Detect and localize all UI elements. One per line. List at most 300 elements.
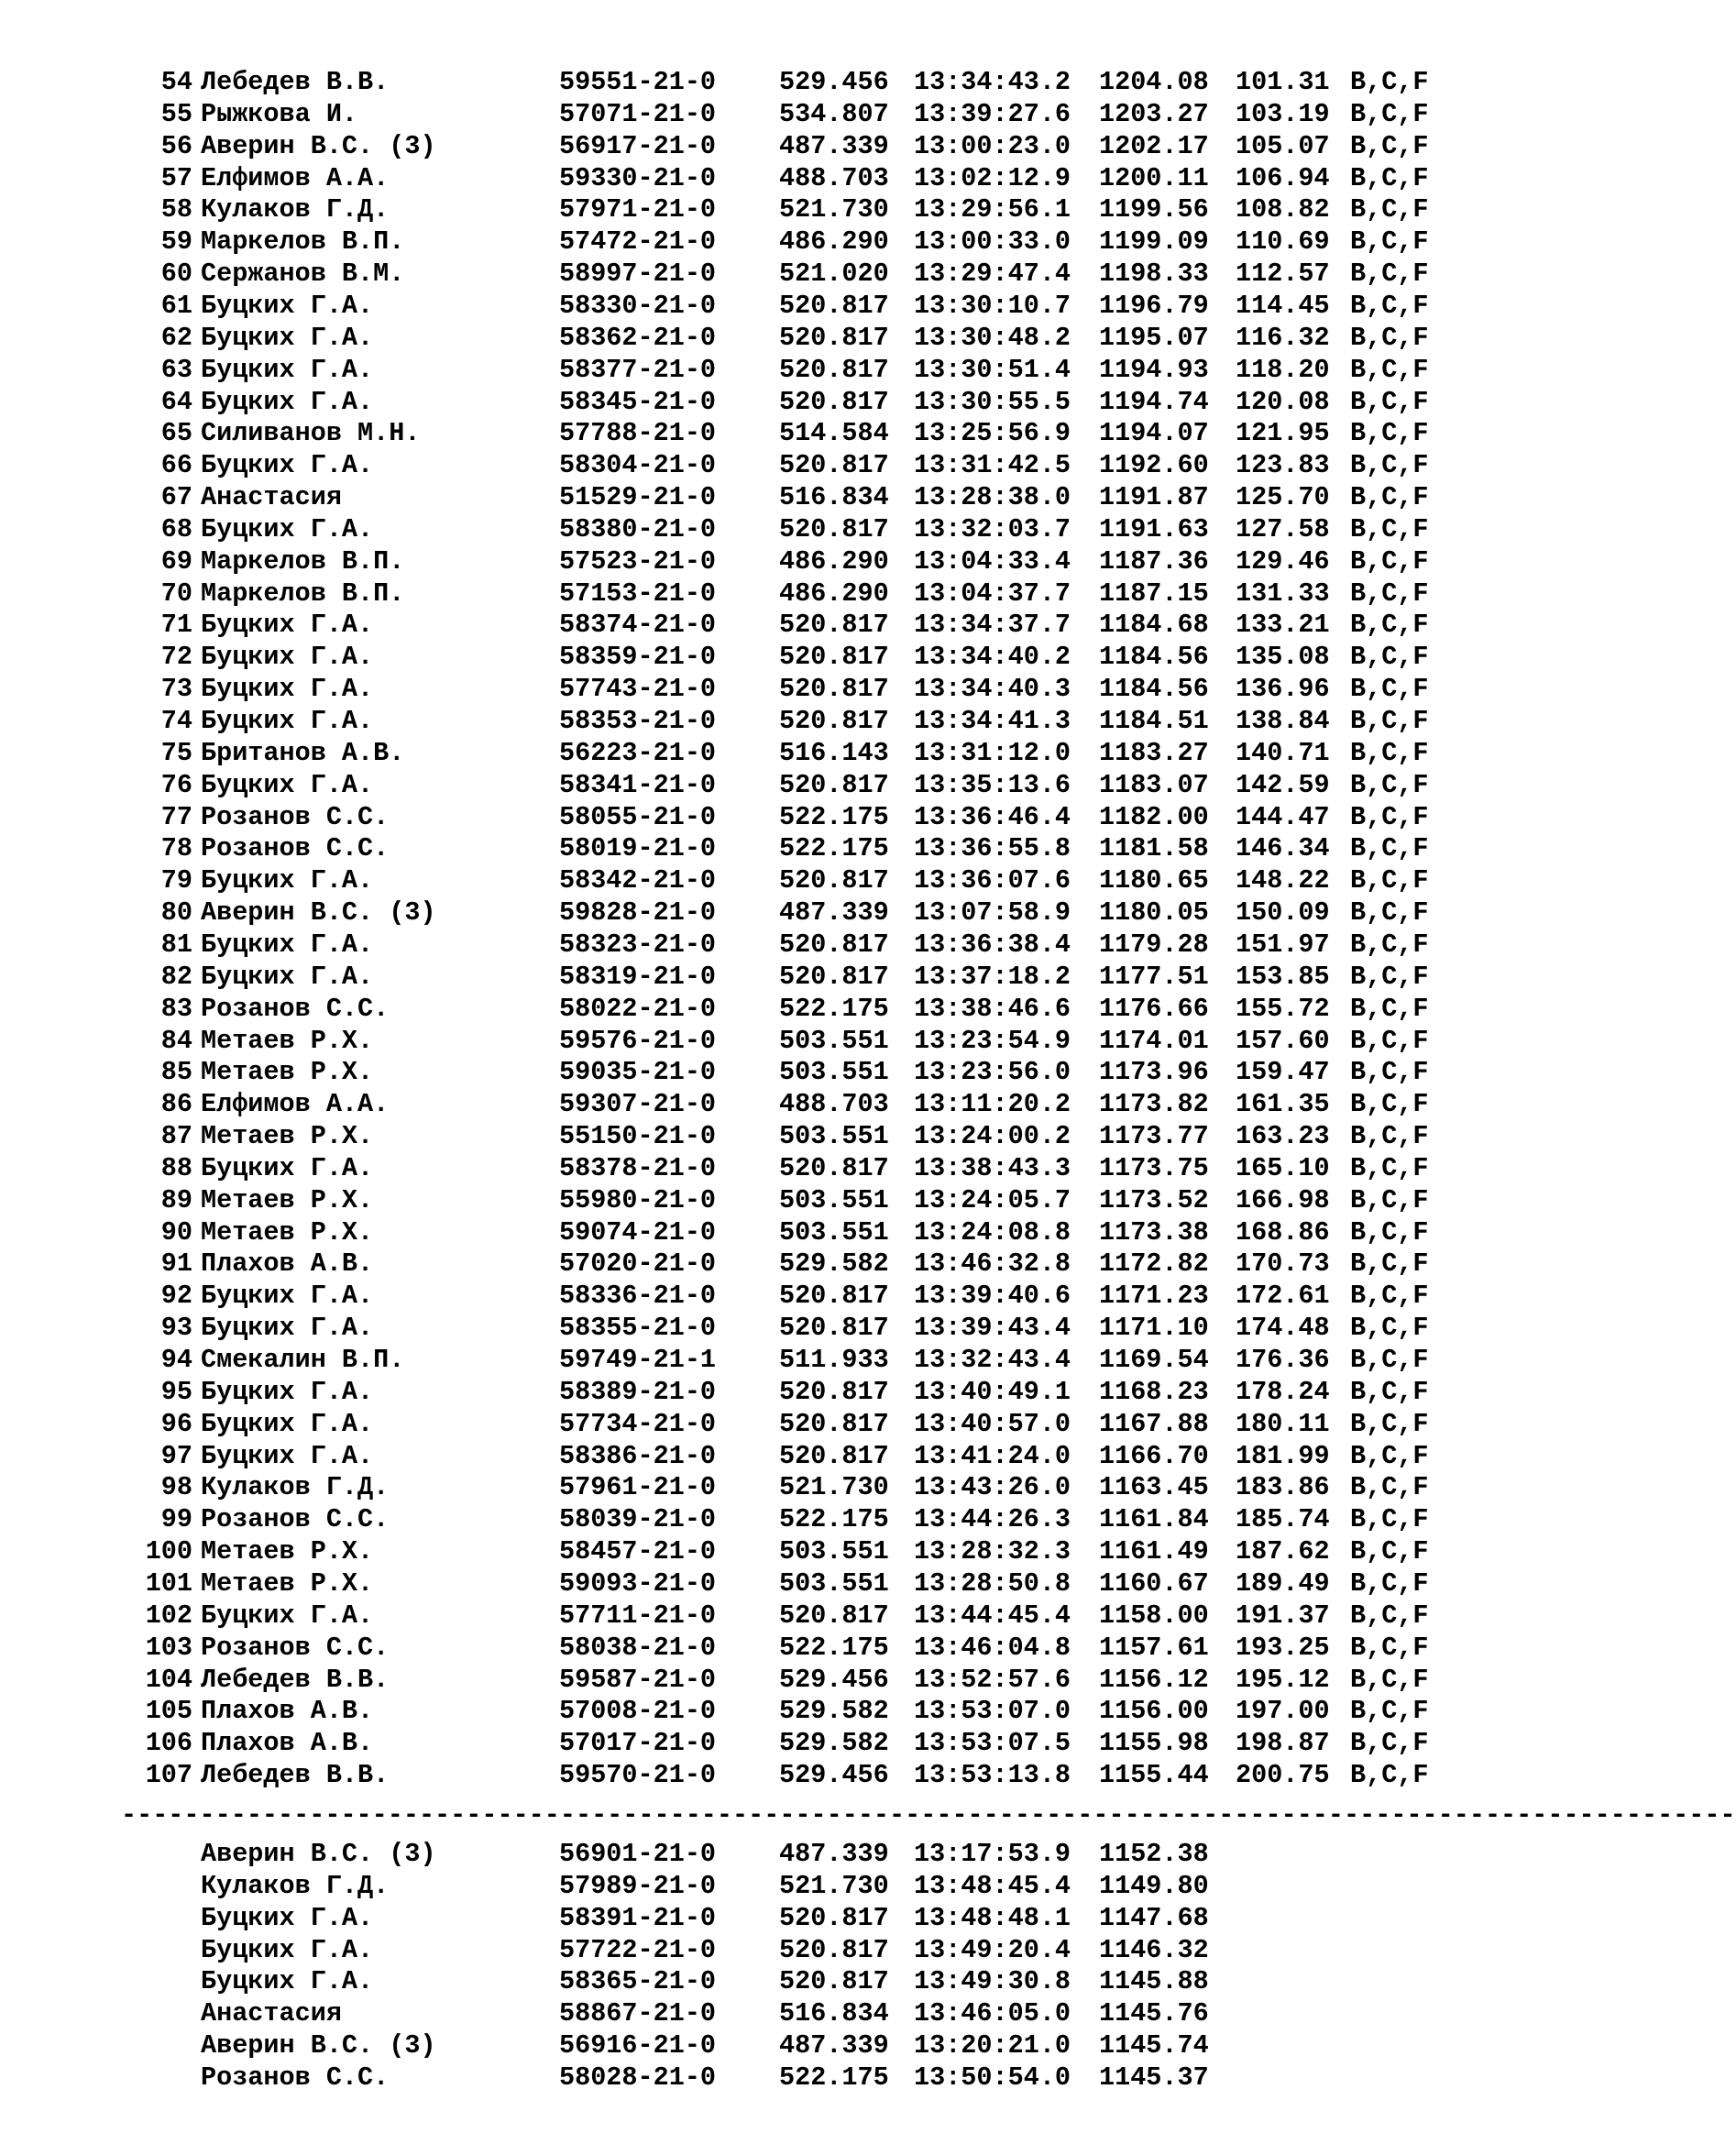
row-coefficient: 159.47 — [1236, 1057, 1330, 1088]
row-distance: 529.456 — [779, 1664, 889, 1695]
row-arrival-time: 13:28:38.0 — [914, 482, 1071, 513]
row-fancier-name: Розанов С.С. — [201, 801, 390, 832]
row-arrival-time: 13:34:40.3 — [914, 674, 1071, 705]
ranked-row — [0, 387, 1516, 419]
row-ring-number: 59587-21-0 — [559, 1664, 717, 1695]
row-ring-number: 58345-21-0 — [559, 386, 717, 417]
row-place: 61 — [160, 290, 192, 321]
row-speed: 1191.63 — [1099, 513, 1209, 544]
row-ring-number: 55980-21-0 — [559, 1184, 717, 1215]
row-coefficient: 114.45 — [1236, 290, 1330, 321]
row-fancier-name: Плахов А.В. — [201, 1248, 374, 1280]
row-distance: 511.933 — [779, 1345, 889, 1375]
row-fancier-name: Британов А.В. — [201, 737, 405, 768]
row-speed: 1173.77 — [1099, 1121, 1209, 1152]
row-place: 100 — [145, 1536, 192, 1567]
row-fancier-name: Буцких Г.А. — [201, 1152, 374, 1183]
row-ring-number: 58359-21-0 — [559, 642, 717, 673]
row-arrival-time: 13:04:37.7 — [914, 577, 1071, 609]
ranked-row — [0, 929, 1516, 962]
row-place: 95 — [160, 1376, 192, 1407]
row-distance: 520.817 — [779, 1376, 889, 1407]
ranked-row — [0, 833, 1516, 865]
ranked-row — [0, 1760, 1516, 1792]
row-fancier-name: Лебедев В.В. — [201, 1664, 390, 1695]
row-distance: 520.817 — [779, 769, 889, 800]
row-ring-number: 58353-21-0 — [559, 706, 717, 736]
row-distance: 487.339 — [779, 897, 889, 929]
row-categories: B,C,F — [1350, 1248, 1429, 1280]
row-arrival-time: 13:48:45.4 — [914, 1870, 1071, 1901]
row-arrival-time: 13:53:07.0 — [914, 1696, 1071, 1727]
row-distance: 521.730 — [779, 1472, 889, 1503]
row-categories: B,C,F — [1350, 1089, 1429, 1120]
row-fancier-name: Анастасия — [201, 1998, 342, 2029]
ranked-row — [0, 1057, 1516, 1089]
row-distance: 529.582 — [779, 1696, 889, 1727]
row-ring-number: 58391-21-0 — [559, 1902, 717, 1933]
row-arrival-time: 13:30:48.2 — [914, 322, 1071, 353]
row-arrival-time: 13:35:13.6 — [914, 769, 1071, 800]
row-categories: B,C,F — [1350, 1152, 1429, 1183]
row-speed: 1199.09 — [1099, 226, 1209, 258]
row-coefficient: 193.25 — [1236, 1632, 1330, 1663]
row-speed: 1184.68 — [1099, 610, 1209, 641]
row-arrival-time: 13:37:18.2 — [914, 961, 1071, 992]
row-fancier-name: Метаев Р.Х. — [201, 1057, 374, 1088]
row-place: 54 — [160, 67, 192, 97]
row-arrival-time: 13:53:07.5 — [914, 1728, 1071, 1759]
row-categories: B,C,F — [1350, 290, 1429, 321]
row-ring-number: 57153-21-0 — [559, 577, 717, 609]
row-place: 57 — [160, 162, 192, 193]
row-fancier-name: Буцких Г.А. — [201, 1376, 374, 1407]
row-ring-number: 58355-21-0 — [559, 1313, 717, 1344]
row-categories: B,C,F — [1350, 1440, 1429, 1471]
ranked-row — [0, 67, 1516, 99]
row-ring-number: 57711-21-0 — [559, 1600, 717, 1631]
ranked-row — [0, 1600, 1516, 1633]
ranked-row — [0, 1696, 1516, 1728]
row-ring-number: 59828-21-0 — [559, 897, 717, 929]
row-place: 87 — [160, 1121, 192, 1152]
row-place: 70 — [160, 577, 192, 609]
row-fancier-name: Метаев Р.Х. — [201, 1121, 374, 1152]
row-arrival-time: 13:31:12.0 — [914, 737, 1071, 768]
row-coefficient: 183.86 — [1236, 1472, 1330, 1503]
row-ring-number: 56917-21-0 — [559, 130, 717, 161]
row-categories: B,C,F — [1350, 450, 1429, 481]
row-ring-number: 59074-21-0 — [559, 1216, 717, 1248]
row-ring-number: 58028-21-0 — [559, 2062, 717, 2093]
row-categories: B,C,F — [1350, 801, 1429, 832]
row-speed: 1160.67 — [1099, 1567, 1209, 1599]
row-speed: 1184.51 — [1099, 706, 1209, 736]
row-speed: 1202.17 — [1099, 130, 1209, 161]
row-arrival-time: 13:36:38.4 — [914, 929, 1071, 960]
row-speed: 1192.60 — [1099, 450, 1209, 481]
row-ring-number: 59330-21-0 — [559, 162, 717, 193]
row-fancier-name: Буцких Г.А. — [201, 450, 374, 481]
row-distance: 521.730 — [779, 1870, 889, 1901]
ranked-row — [0, 482, 1516, 514]
row-fancier-name: Анастасия — [201, 482, 342, 513]
row-categories: B,C,F — [1350, 1184, 1429, 1215]
row-categories: B,C,F — [1350, 258, 1429, 290]
row-arrival-time: 13:38:43.3 — [914, 1152, 1071, 1183]
row-speed: 1158.00 — [1099, 1600, 1209, 1631]
ranked-row — [0, 194, 1516, 226]
row-fancier-name: Буцких Г.А. — [201, 1408, 374, 1439]
row-categories: B,C,F — [1350, 577, 1429, 609]
row-ring-number: 58019-21-0 — [559, 833, 717, 864]
row-distance: 520.817 — [779, 961, 889, 992]
ranked-row — [0, 99, 1516, 131]
row-categories: B,C,F — [1350, 322, 1429, 353]
row-arrival-time: 13:17:53.9 — [914, 1839, 1071, 1869]
row-arrival-time: 13:28:50.8 — [914, 1567, 1071, 1599]
row-place: 92 — [160, 1281, 192, 1312]
row-speed: 1171.10 — [1099, 1313, 1209, 1344]
row-place: 59 — [160, 226, 192, 258]
row-arrival-time: 13:39:40.6 — [914, 1281, 1071, 1312]
ranked-row — [0, 1217, 1516, 1249]
row-speed: 1184.56 — [1099, 674, 1209, 705]
row-ring-number: 56916-21-0 — [559, 2030, 717, 2062]
row-distance: 520.817 — [779, 1152, 889, 1183]
row-categories: B,C,F — [1350, 929, 1429, 960]
row-categories: B,C,F — [1350, 1057, 1429, 1088]
row-place: 86 — [160, 1089, 192, 1120]
row-ring-number: 59551-21-0 — [559, 67, 717, 97]
row-ring-number: 58319-21-0 — [559, 961, 717, 992]
row-speed: 1156.12 — [1099, 1664, 1209, 1695]
row-coefficient: 168.86 — [1236, 1216, 1330, 1248]
row-speed: 1174.01 — [1099, 1025, 1209, 1056]
ranked-row — [0, 642, 1516, 674]
row-place: 103 — [145, 1632, 192, 1663]
row-speed: 1198.33 — [1099, 258, 1209, 290]
row-speed: 1183.27 — [1099, 737, 1209, 768]
row-arrival-time: 13:50:54.0 — [914, 2062, 1071, 2093]
row-ring-number: 58867-21-0 — [559, 1998, 717, 2029]
row-arrival-time: 13:20:21.0 — [914, 2030, 1071, 2062]
ranked-row — [0, 674, 1516, 706]
row-fancier-name: Аверин В.С. (3) — [201, 1839, 436, 1869]
row-coefficient: 181.99 — [1236, 1440, 1330, 1471]
row-categories: B,C,F — [1350, 418, 1429, 449]
row-arrival-time: 13:29:47.4 — [914, 258, 1071, 290]
row-place: 83 — [160, 993, 192, 1024]
row-coefficient: 187.62 — [1236, 1536, 1330, 1567]
row-fancier-name: Буцких Г.А. — [201, 1934, 374, 1965]
row-distance: 520.817 — [779, 1408, 889, 1439]
row-coefficient: 129.46 — [1236, 545, 1330, 577]
ranked-row — [0, 1313, 1516, 1345]
row-place: 71 — [160, 610, 192, 641]
row-arrival-time: 13:36:55.8 — [914, 833, 1071, 864]
ranked-row — [0, 514, 1516, 546]
row-distance: 487.339 — [779, 1839, 889, 1869]
ranked-row — [0, 291, 1516, 323]
row-distance: 487.339 — [779, 130, 889, 161]
row-categories: B,C,F — [1350, 1728, 1429, 1759]
row-coefficient: 165.10 — [1236, 1152, 1330, 1183]
row-fancier-name: Аверин В.С. (3) — [201, 130, 436, 161]
ranked-row — [0, 1409, 1516, 1441]
row-coefficient: 172.61 — [1236, 1281, 1330, 1312]
row-categories: B,C,F — [1350, 610, 1429, 641]
row-categories: B,C,F — [1350, 865, 1429, 896]
row-fancier-name: Буцких Г.А. — [201, 1600, 374, 1631]
row-distance: 516.834 — [779, 1998, 889, 2029]
ranked-row — [0, 323, 1516, 355]
row-coefficient: 120.08 — [1236, 386, 1330, 417]
row-fancier-name: Метаев Р.Х. — [201, 1216, 374, 1248]
row-ring-number: 58386-21-0 — [559, 1440, 717, 1471]
row-place: 96 — [160, 1408, 192, 1439]
row-distance: 488.703 — [779, 162, 889, 193]
ranked-row — [0, 1665, 1516, 1697]
row-distance: 520.817 — [779, 1313, 889, 1344]
row-ring-number: 55150-21-0 — [559, 1121, 717, 1152]
row-speed: 1166.70 — [1099, 1440, 1209, 1471]
row-arrival-time: 13:48:48.1 — [914, 1902, 1071, 1933]
row-fancier-name: Буцких Г.А. — [201, 290, 374, 321]
row-distance: 520.817 — [779, 1600, 889, 1631]
row-place: 65 — [160, 418, 192, 449]
row-arrival-time: 13:30:51.4 — [914, 354, 1071, 385]
row-speed: 1168.23 — [1099, 1376, 1209, 1407]
row-coefficient: 136.96 — [1236, 674, 1330, 705]
row-categories: B,C,F — [1350, 1345, 1429, 1375]
row-distance: 520.817 — [779, 290, 889, 321]
separator-line: ------------------------------------------------------------------------------------------------------- — [121, 1800, 1736, 1831]
row-fancier-name: Метаев Р.Х. — [201, 1184, 374, 1215]
row-speed: 1147.68 — [1099, 1902, 1209, 1933]
ranked-row — [0, 1345, 1516, 1377]
row-fancier-name: Буцких Г.А. — [201, 610, 374, 641]
row-ring-number: 57734-21-0 — [559, 1408, 717, 1439]
row-distance: 529.456 — [779, 67, 889, 97]
row-coefficient: 131.33 — [1236, 577, 1330, 609]
row-ring-number: 57722-21-0 — [559, 1934, 717, 1965]
row-distance: 503.551 — [779, 1567, 889, 1599]
row-ring-number: 58374-21-0 — [559, 610, 717, 641]
row-fancier-name: Метаев Р.Х. — [201, 1567, 374, 1599]
row-categories: B,C,F — [1350, 1600, 1429, 1631]
ranked-row — [0, 1281, 1516, 1313]
row-coefficient: 123.83 — [1236, 450, 1330, 481]
row-arrival-time: 13:34:40.2 — [914, 642, 1071, 673]
row-distance: 522.175 — [779, 801, 889, 832]
row-arrival-time: 13:30:55.5 — [914, 386, 1071, 417]
row-ring-number: 57989-21-0 — [559, 1870, 717, 1901]
row-place: 73 — [160, 674, 192, 705]
row-place: 72 — [160, 642, 192, 673]
row-speed: 1155.98 — [1099, 1728, 1209, 1759]
row-speed: 1146.32 — [1099, 1934, 1209, 1965]
row-place: 56 — [160, 130, 192, 161]
row-ring-number: 58341-21-0 — [559, 769, 717, 800]
row-distance: 529.582 — [779, 1248, 889, 1280]
row-speed: 1145.88 — [1099, 1966, 1209, 1997]
row-speed: 1173.82 — [1099, 1089, 1209, 1120]
row-distance: 529.582 — [779, 1728, 889, 1759]
row-coefficient: 153.85 — [1236, 961, 1330, 992]
row-distance: 522.175 — [779, 1504, 889, 1535]
row-fancier-name: Плахов А.В. — [201, 1696, 374, 1727]
unranked-row — [0, 1871, 1516, 1903]
row-distance: 522.175 — [779, 1632, 889, 1663]
row-fancier-name: Буцких Г.А. — [201, 674, 374, 705]
row-distance: 520.817 — [779, 322, 889, 353]
unranked-row — [0, 1966, 1516, 1998]
row-fancier-name: Смекалин В.П. — [201, 1345, 405, 1375]
row-place: 64 — [160, 386, 192, 417]
row-fancier-name: Силиванов М.Н. — [201, 418, 421, 449]
row-arrival-time: 13:36:07.6 — [914, 865, 1071, 896]
row-speed: 1180.65 — [1099, 865, 1209, 896]
row-ring-number: 51529-21-0 — [559, 482, 717, 513]
row-categories: B,C,F — [1350, 1536, 1429, 1567]
row-coefficient: 185.74 — [1236, 1504, 1330, 1535]
row-coefficient: 189.49 — [1236, 1567, 1330, 1599]
row-arrival-time: 13:07:58.9 — [914, 897, 1071, 929]
ranked-row — [0, 1185, 1516, 1217]
row-fancier-name: Метаев Р.Х. — [201, 1025, 374, 1056]
row-speed: 1145.74 — [1099, 2030, 1209, 2062]
ranked-row — [0, 610, 1516, 642]
row-coefficient: 174.48 — [1236, 1313, 1330, 1344]
ranked-row — [0, 738, 1516, 770]
row-place: 68 — [160, 513, 192, 544]
row-coefficient: 108.82 — [1236, 194, 1330, 225]
row-arrival-time: 13:34:43.2 — [914, 67, 1071, 97]
row-ring-number: 57071-21-0 — [559, 98, 717, 129]
row-ring-number: 57472-21-0 — [559, 226, 717, 258]
row-speed: 1187.36 — [1099, 545, 1209, 577]
row-ring-number: 58055-21-0 — [559, 801, 717, 832]
row-distance: 520.817 — [779, 674, 889, 705]
row-arrival-time: 13:53:13.8 — [914, 1760, 1071, 1791]
row-ring-number: 58039-21-0 — [559, 1504, 717, 1535]
row-ring-number: 59093-21-0 — [559, 1567, 717, 1599]
row-speed: 1149.80 — [1099, 1870, 1209, 1901]
row-arrival-time: 13:39:27.6 — [914, 98, 1071, 129]
row-place: 105 — [145, 1696, 192, 1727]
row-fancier-name: Аверин В.С. (3) — [201, 897, 436, 929]
row-arrival-time: 13:46:32.8 — [914, 1248, 1071, 1280]
row-fancier-name: Кулаков Г.Д. — [201, 1870, 390, 1901]
row-speed: 1187.15 — [1099, 577, 1209, 609]
row-ring-number: 59307-21-0 — [559, 1089, 717, 1120]
row-distance: 520.817 — [779, 1281, 889, 1312]
row-ring-number: 58378-21-0 — [559, 1152, 717, 1183]
row-fancier-name: Буцких Г.А. — [201, 1966, 374, 1997]
row-arrival-time: 13:24:00.2 — [914, 1121, 1071, 1152]
row-coefficient: 105.07 — [1236, 130, 1330, 161]
row-arrival-time: 13:00:33.0 — [914, 226, 1071, 258]
row-place: 85 — [160, 1057, 192, 1088]
row-place: 76 — [160, 769, 192, 800]
row-coefficient: 121.95 — [1236, 418, 1330, 449]
row-categories: B,C,F — [1350, 1121, 1429, 1152]
row-coefficient: 195.12 — [1236, 1664, 1330, 1695]
row-coefficient: 146.34 — [1236, 833, 1330, 864]
unranked-row — [0, 1839, 1516, 1871]
row-fancier-name: Лебедев В.В. — [201, 1760, 390, 1791]
row-ring-number: 57743-21-0 — [559, 674, 717, 705]
row-fancier-name: Буцких Г.А. — [201, 1902, 374, 1933]
row-fancier-name: Елфимов А.А. — [201, 162, 390, 193]
ranked-row — [0, 1728, 1516, 1760]
row-distance: 520.817 — [779, 513, 889, 544]
row-arrival-time: 13:24:05.7 — [914, 1184, 1071, 1215]
row-categories: B,C,F — [1350, 993, 1429, 1024]
row-arrival-time: 13:00:23.0 — [914, 130, 1071, 161]
row-distance: 520.817 — [779, 1966, 889, 1997]
row-arrival-time: 13:40:57.0 — [914, 1408, 1071, 1439]
row-arrival-time: 13:32:43.4 — [914, 1345, 1071, 1375]
row-arrival-time: 13:34:41.3 — [914, 706, 1071, 736]
row-ring-number: 58377-21-0 — [559, 354, 717, 385]
row-ring-number: 58022-21-0 — [559, 993, 717, 1024]
row-speed: 1161.49 — [1099, 1536, 1209, 1567]
row-coefficient: 135.08 — [1236, 642, 1330, 673]
row-fancier-name: Кулаков Г.Д. — [201, 1472, 390, 1503]
row-fancier-name: Буцких Г.А. — [201, 929, 374, 960]
row-place: 80 — [160, 897, 192, 929]
row-ring-number: 58038-21-0 — [559, 1632, 717, 1663]
row-categories: B,C,F — [1350, 1567, 1429, 1599]
row-speed: 1194.93 — [1099, 354, 1209, 385]
row-speed: 1199.56 — [1099, 194, 1209, 225]
row-speed: 1172.82 — [1099, 1248, 1209, 1280]
row-categories: B,C,F — [1350, 386, 1429, 417]
row-categories: B,C,F — [1350, 1313, 1429, 1344]
ranked-row — [0, 1536, 1516, 1568]
row-arrival-time: 13:39:43.4 — [914, 1313, 1071, 1344]
row-place: 63 — [160, 354, 192, 385]
ranked-row — [0, 131, 1516, 163]
row-ring-number: 58336-21-0 — [559, 1281, 717, 1312]
ranked-row — [0, 897, 1516, 929]
row-distance: 486.290 — [779, 226, 889, 258]
row-coefficient: 176.36 — [1236, 1345, 1330, 1375]
row-distance: 520.817 — [779, 642, 889, 673]
row-place: 97 — [160, 1440, 192, 1471]
row-distance: 522.175 — [779, 833, 889, 864]
row-coefficient: 166.98 — [1236, 1184, 1330, 1215]
row-fancier-name: Буцких Г.А. — [201, 513, 374, 544]
row-distance: 520.817 — [779, 610, 889, 641]
ranked-row — [0, 355, 1516, 387]
unranked-row — [0, 1998, 1516, 2030]
row-speed: 1177.51 — [1099, 961, 1209, 992]
row-coefficient: 198.87 — [1236, 1728, 1330, 1759]
row-fancier-name: Маркелов В.П. — [201, 226, 405, 258]
row-distance: 503.551 — [779, 1536, 889, 1567]
ranked-row — [0, 1026, 1516, 1058]
row-speed: 1173.75 — [1099, 1152, 1209, 1183]
row-coefficient: 133.21 — [1236, 610, 1330, 641]
ranked-row — [0, 962, 1516, 994]
row-speed: 1182.00 — [1099, 801, 1209, 832]
row-ring-number: 58330-21-0 — [559, 290, 717, 321]
row-categories: B,C,F — [1350, 67, 1429, 97]
row-categories: B,C,F — [1350, 1472, 1429, 1503]
